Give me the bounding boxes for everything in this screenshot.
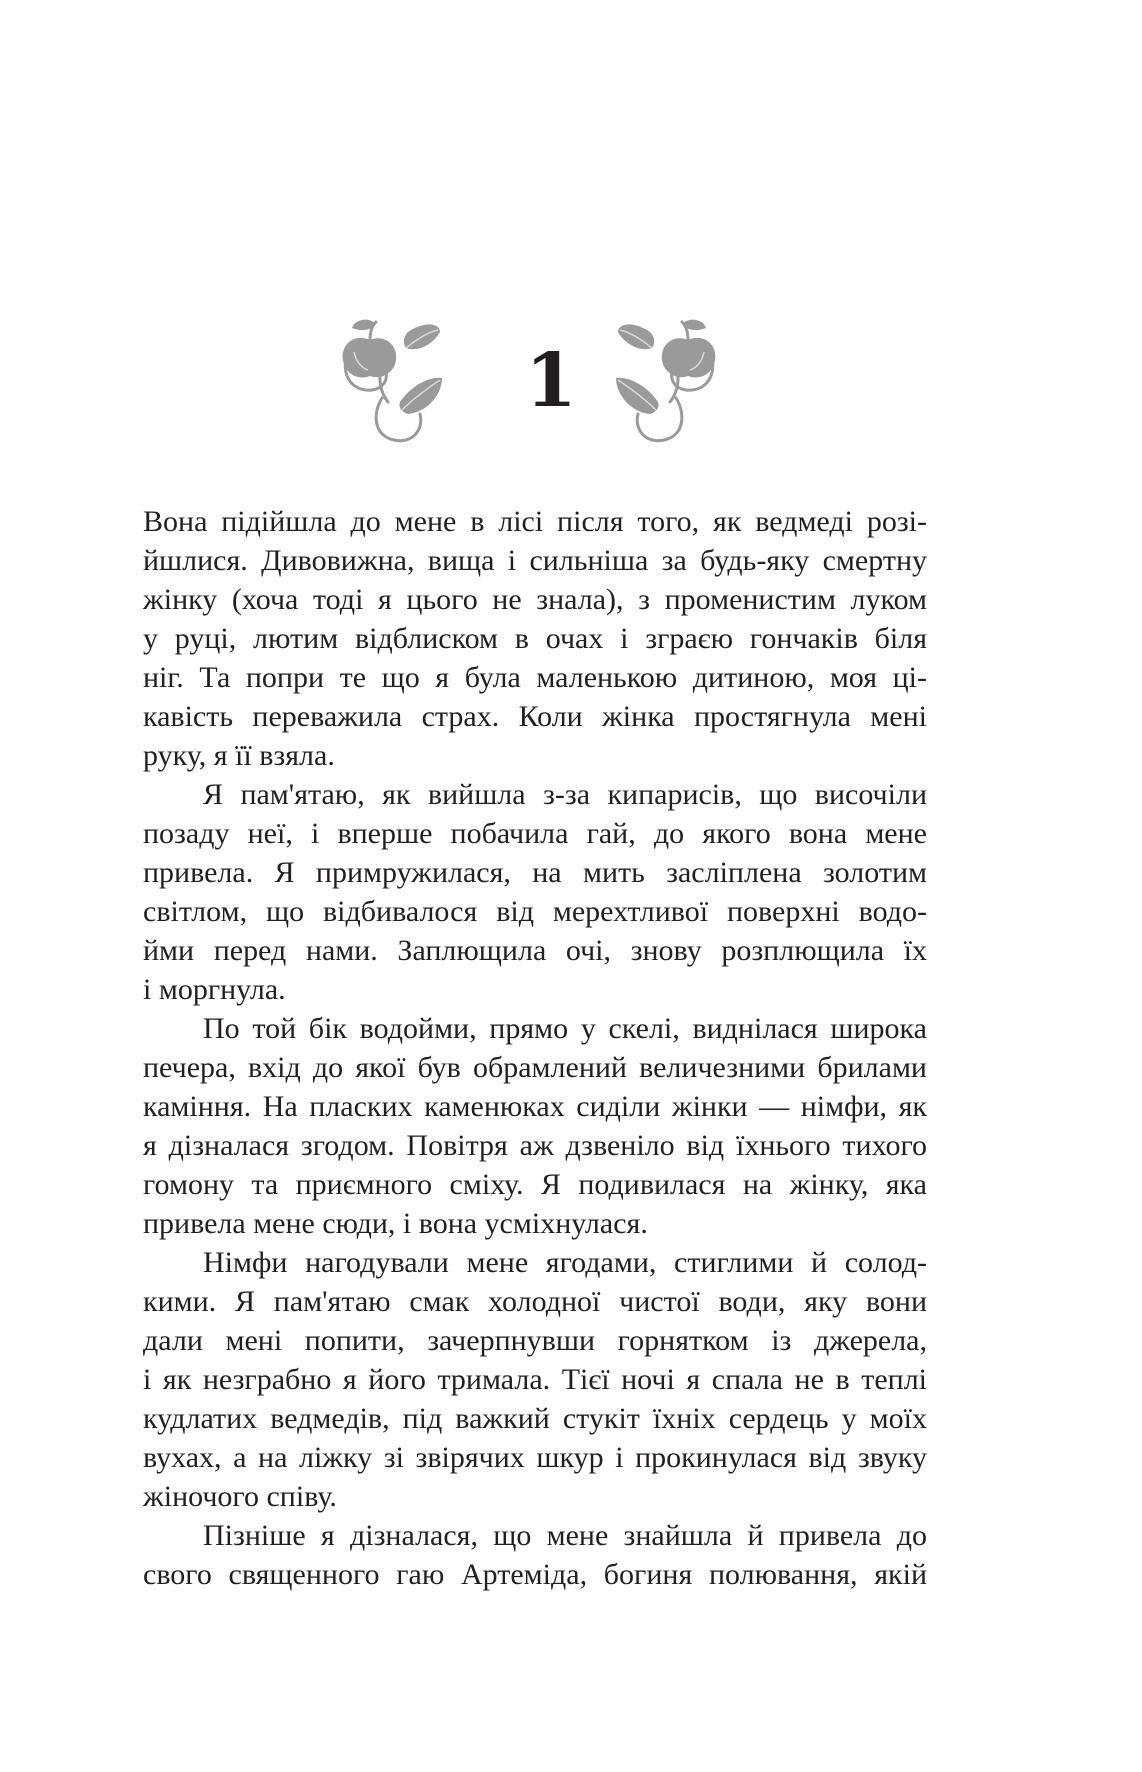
text-line: По той бік водойми, прямо у скелі, виднілася широка [203, 1012, 927, 1045]
text-line: руку, я її взяла. [143, 739, 335, 772]
text-line: вухах, а на ліжку зі звірячих шкур і прокинулася від звуку [143, 1441, 927, 1474]
paragraph [143, 1009, 927, 1243]
text-line: йми перед нами. Заплющила очі, знову розплющила їх [143, 934, 927, 967]
text-line: кими. Я пам'ятаю смак холодної чистої води, яку вони [143, 1285, 927, 1318]
text-line: дали мені попити, зачерпнувши горнятком із джерела, [143, 1324, 927, 1357]
text-line: печера, вхід до якої був обрамлений величезними брилами [143, 1051, 927, 1084]
text-line: жінку (хоча тоді я цього не знала), з променистим луком [143, 583, 927, 616]
text-line: Німфи нагодували мене ягодами, стиглими й солод- [203, 1246, 927, 1279]
text-line: позаду неї, і вперше побачила гай, до якого вона мене [143, 817, 927, 850]
text-line: і як незграбно я його тримала. Тієї ночі я спала не в теплі [143, 1363, 927, 1396]
text-line: каміння. На пласких каменюках сиділи жінки — німфи, як [143, 1090, 927, 1123]
text-line: жіночого співу. [143, 1480, 337, 1513]
chapter-number: 1 [525, 338, 577, 424]
text-line: Вона підійшла до мене в лісі після того, як ведмеді розі- [143, 505, 927, 538]
text-line: гомону та приємного сміху. Я подивилася на жінку, яка [143, 1168, 927, 1201]
text-line: кавість переважила страх. Коли жінка простягнула мені [143, 700, 927, 733]
text-line: привела. Я примружилася, на мить засліплена золотим [143, 856, 927, 889]
paragraph [143, 502, 927, 775]
text-line: свого священного гаю Артеміда, богиня полювання, якій [143, 1558, 927, 1591]
text-line: і моргнула. [143, 973, 286, 1006]
text-line: ніг. Та попри те що я була маленькою дитиною, моя ці- [143, 661, 927, 694]
chapter-header [0, 318, 1142, 448]
chapter-body [143, 502, 927, 1594]
text-line: йшлися. Дивовижна, вища і сильніша за будь-яку смертну [143, 544, 927, 577]
text-line: кудлатих ведмедів, під важкий стукіт їхніх сердець у моїх [143, 1402, 927, 1435]
text-line: у руці, лютим відблиском в очах і зграєю гончаків біля [143, 622, 927, 655]
text-line: Пізніше я дізналася, що мене знайшла й привела до [203, 1519, 927, 1552]
text-line: Я пам'ятаю, як вийшла з-за кипарисів, що височіли [203, 778, 927, 811]
text-line: я дізналася згодом. Повітря аж дзвеніло від їхнього тихого [143, 1129, 927, 1162]
paragraph [143, 775, 927, 1009]
text-line: світлом, що відбивалося від мерехтливої поверхні водо- [143, 895, 927, 928]
apple-branch-icon [606, 318, 726, 448]
paragraph [143, 1516, 927, 1594]
apple-branch-icon [332, 318, 452, 448]
paragraph [143, 1243, 927, 1516]
text-line: привела мене сюди, і вона усміхнулася. [143, 1207, 648, 1240]
